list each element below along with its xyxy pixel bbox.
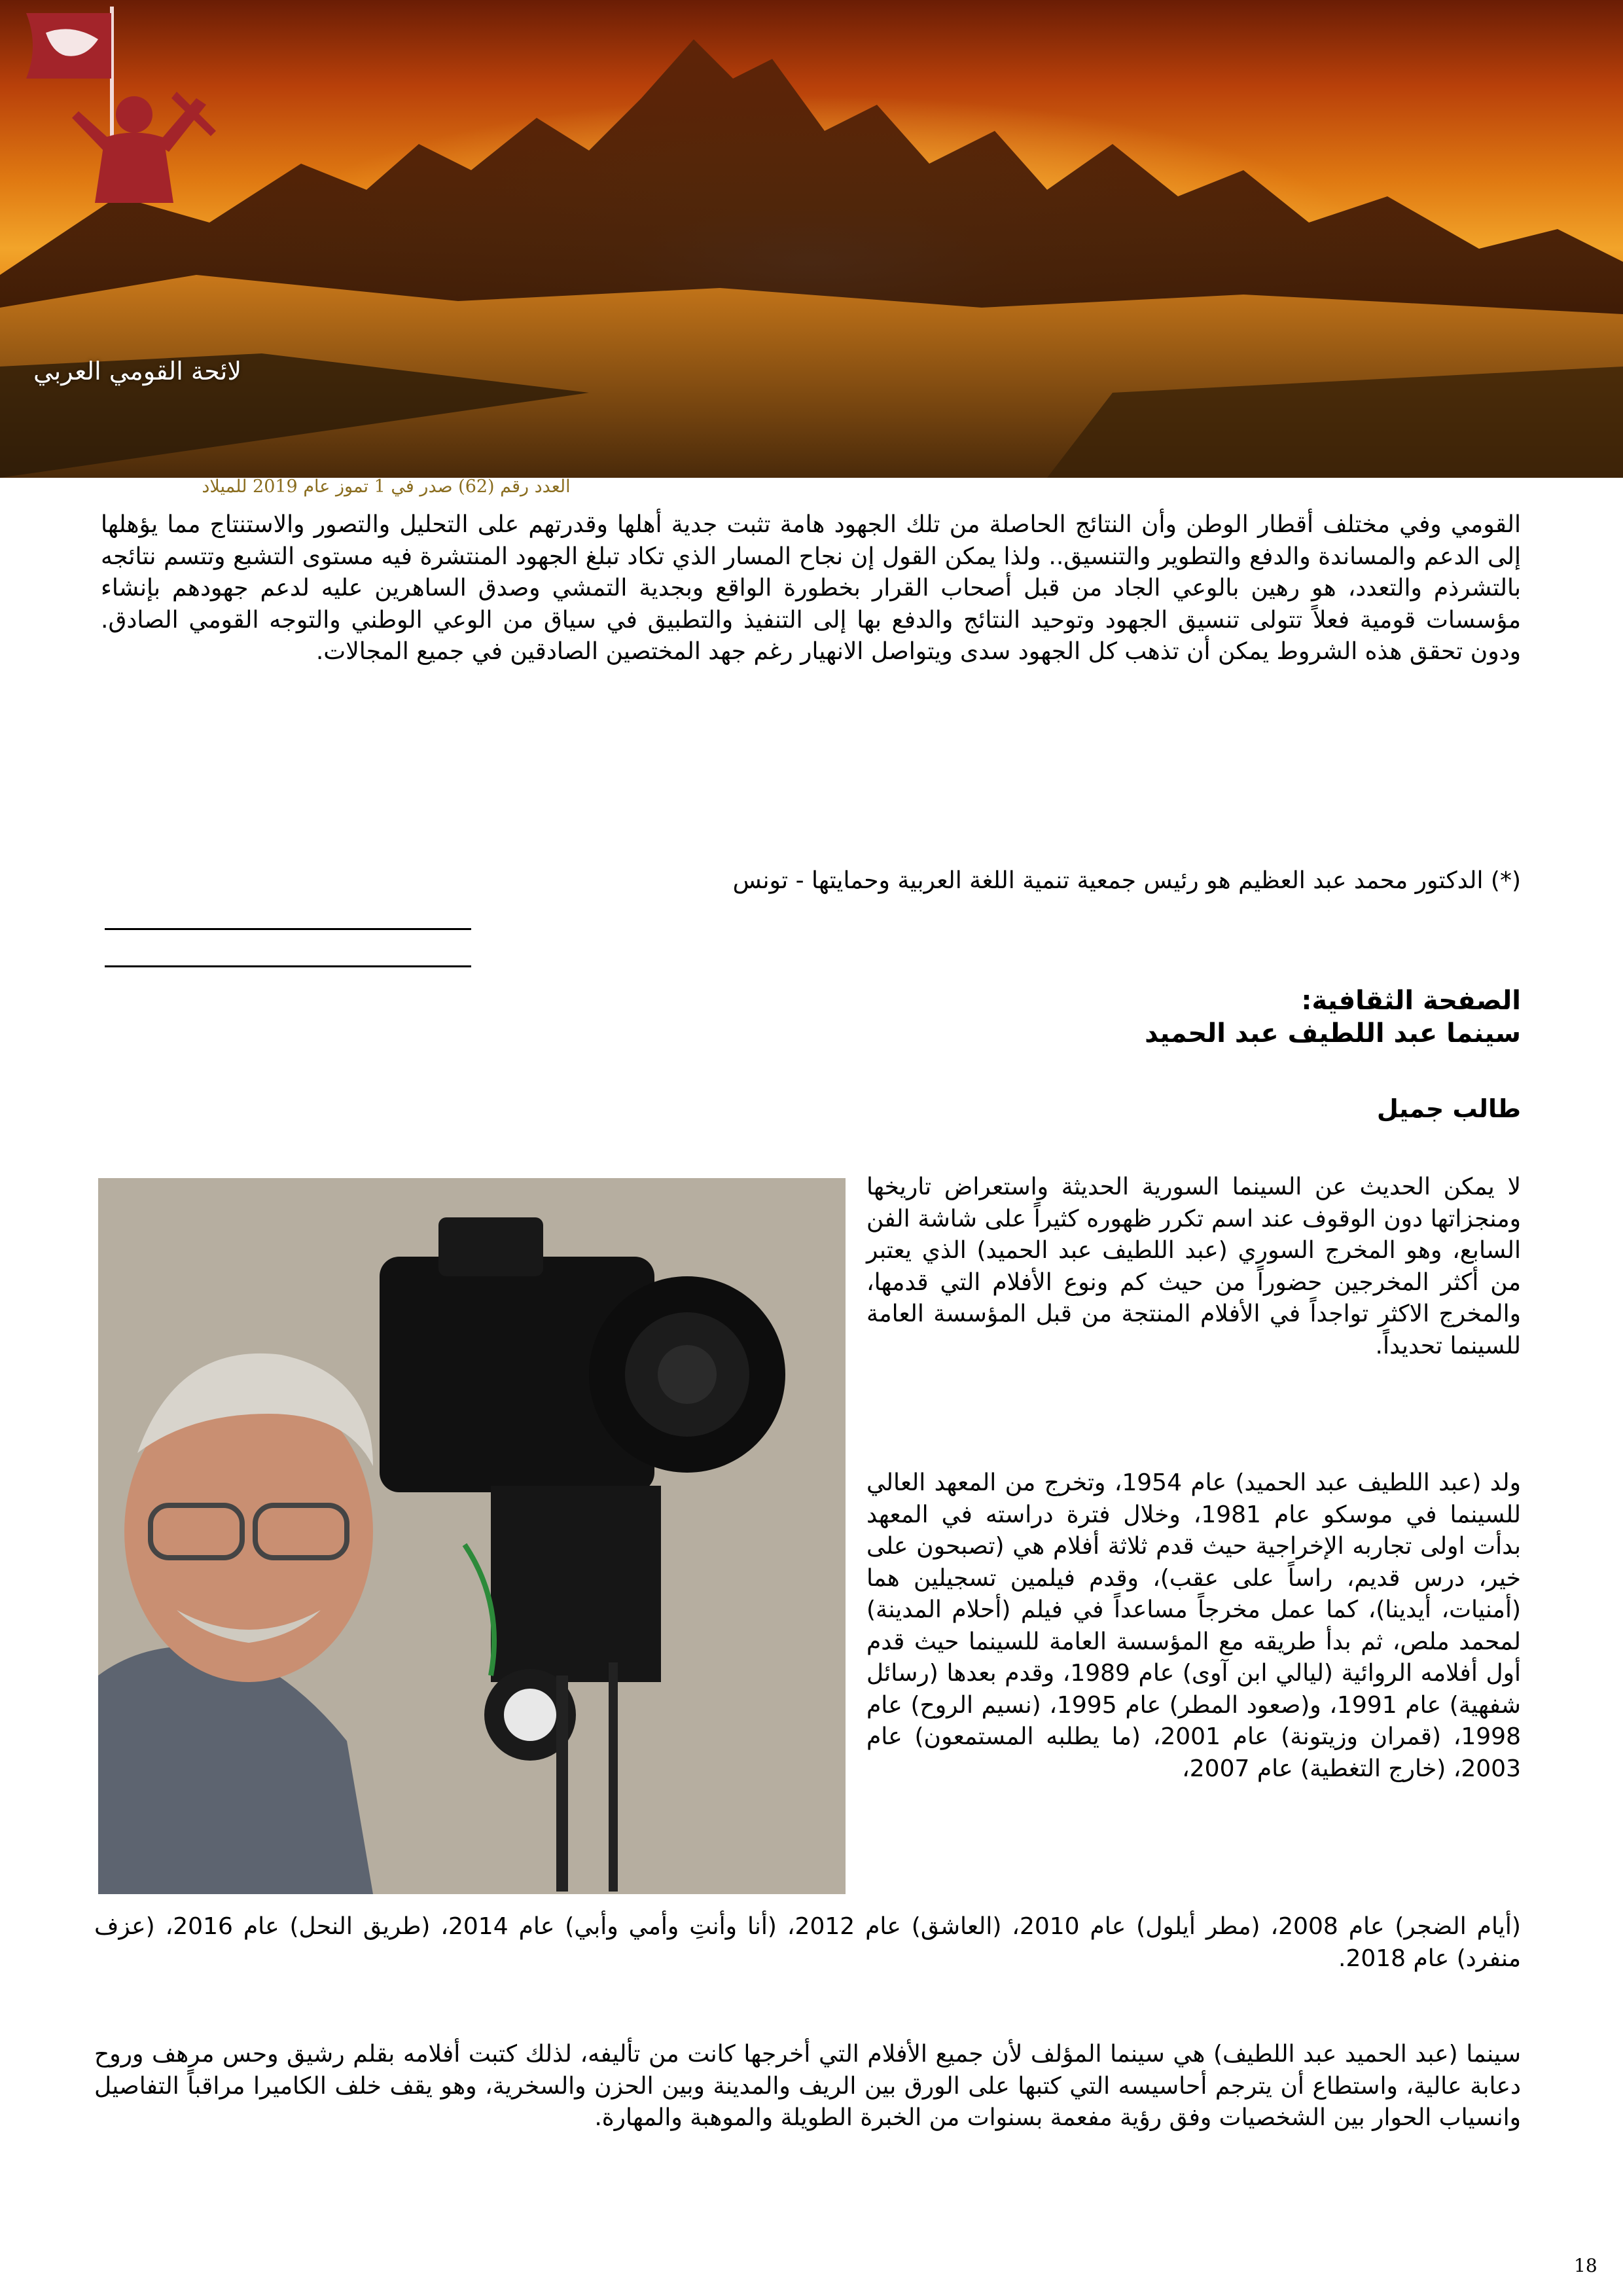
page-number: 18 [1574,2255,1597,2276]
article2-paragraph-2: ولد (عبد اللطيف عبد الحميد) عام 1954، وتخرج من المعهد العالي للسينما في موسكو عام 1981، وخلال فترة دراسته في المعهد بدأت اولى تجاربه الإخراجية حيث قدم ثلاثة أفلام هي (تصبحون على خير، درس قديم، راساً على عقب)، وقدم فيلمين تسجيلين هما (أمنيات، أيدينا)، كما عمل مخرجاً مساعداً في فيلم (أحلام المدينة) لمحمد ملص، ثم بدأ طريقه مع المؤسسة العامة للسينما حيث قدم أول أفلامه الروائية (ليالي ابن آوى) عام 1989، وقدم بعدها (رسائل شفهية) عام 1991، و(صعود المطر) عام 1995، (نسيم الروح) عام 1998، (قمران وزيتونة) عام 2001، (ما يطلبه المستمعون) عام 2003، (خارج التغطية) عام 2007، [866,1469,1522,1782]
issue-line: العدد رقم (62) صدر في 1 تموز عام 2019 للميلاد [202,476,571,497]
brand-text: لائحة القومي العربي [33,357,241,386]
section-subtitle: سينما عبد اللطيف عبد الحميد [1145,1018,1521,1049]
article2-paragraph-2-cont: (أيام الضجر) عام 2008، (مطر أيلول) عام 2010، (العاشق) عام 2012، (أنا وأنتِ وأمي وأبي) عام 2014، (طريق النحل) عام 2016، (عزف منفرد) عام 2018. [94,1913,1521,1972]
header-banner [0,0,1623,478]
director-with-film-camera-photo [98,1178,846,1894]
article2-paragraph-1: لا يمكن الحديث عن السينما السورية الحديثة واستعراض تاريخها ومنجزاتها دون الوقوف عند اسم تكرر ظهوره كثيراً على شاشة الفن السابع، وهو المخرج السوري (عبد اللطيف عبد الحميد) الذي يعتبر من أكثر المخرجين حضوراً من حيث كم ونوع الأفلام التي قدمها، والمخرج الاكثر تواجداً في الأفلام المنتجة من قبل المؤسسة العامة للسينما تحديداً. [866,1174,1521,1359]
footnote: (*) الدكتور محمد عبد العظيم هو رئيس جمعية تنمية اللغة العربية وحمايتها - تونس [732,867,1521,894]
divider [105,928,471,930]
author-name: طالب جميل [1376,1094,1521,1123]
flag-with-fighter-icon [0,0,255,255]
divider [105,965,471,967]
article1-paragraph: القومي وفي مختلف أقطار الوطن وأن النتائج الحاصلة من تلك الجهود هامة تثبت جدية أهلها وقدرتهم على التحليل والتصور والاستنتاج مما يؤهلها إلى الدعم والمساندة والدفع والتطوير والتنسيق.. ولذا يمكن القول إن نجاح المسار الذي تكاد تبلغ الجهود المنتشرة فيه مستوى التشبع وتتسم نتائجه بالتشرذم والتعدد، هو رهين بالوعي الجاد من قبل أصحاب القرار بخطورة الواقع وبجدية التمشي وصدق الساهرين عليه لدعم جهودهم بإنشاء مؤسسات قومية فعلاً تتولى تنسيق الجهود وتوحيد النتائج والدفع بها إلى التنفيذ والتطبيق في سياق من الوعي الوطني والتوجه القومي الصادق. ودون تحقق هذه الشروط يمكن أن تذهب كل الجهود سدى ويتواصل الانهيار رغم جهد المختصين الصادقين في جميع المجالات. [101,511,1521,665]
article2-paragraph-3: سينما (عبد الحميد عبد اللطيف) هي سينما المؤلف لأن جميع الأفلام التي أخرجها كانت من تأليفه، لذلك كتبت أفلامه بقلم رشيق وحس مرهف وروح دعابة عالية، واستطاع أن يترجم أحاسيسه التي كتبها على الورق بين الريف والمدينة وبين الحزن والسخرية، وهو يقف خلف الكاميرا مراقباً التفاصيل وانسياب الحوار بين الشخصيات وفق رؤية مفعمة بسنوات من الخبرة الطويلة والموهبة والمهارة. [94,2041,1521,2131]
section-title: الصفحة الثقافية: [1301,986,1521,1016]
